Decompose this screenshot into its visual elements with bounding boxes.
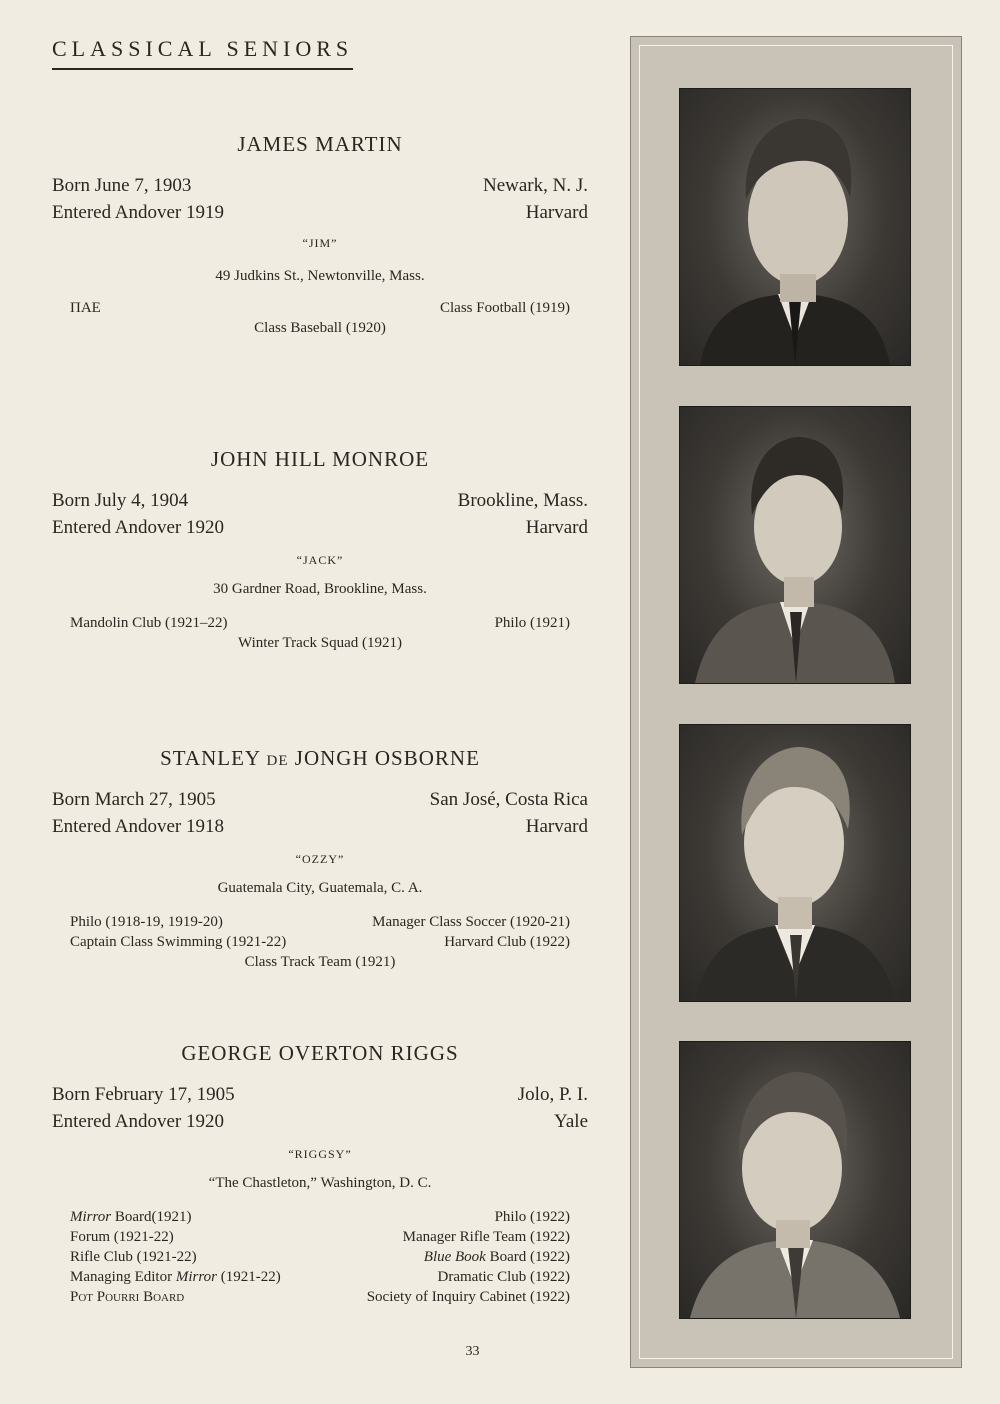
activity: Pot Pourri Board — [70, 1289, 185, 1305]
birth-date: Born June 7, 1903 — [52, 175, 192, 196]
home-address: Guatemala City, Guatemala, C. A. — [217, 880, 423, 896]
portrait-john-hill-monroe — [679, 406, 911, 684]
student-entry-james-martin — [50, 132, 590, 352]
student-name — [50, 746, 590, 771]
activity: Winter Track Squad (1921) — [238, 635, 402, 651]
student-name: JAMES MARTIN — [237, 132, 403, 156]
activity-text: Board (1922) — [485, 1249, 570, 1265]
activity-text: Board(1921) — [111, 1209, 192, 1225]
entered-row — [52, 202, 588, 224]
portrait-image — [680, 1042, 910, 1318]
activities — [70, 1207, 570, 1307]
name-particle: DE — [266, 753, 289, 769]
nickname: “JIM” — [302, 236, 338, 250]
activity: Mandolin Club (1921–22) — [70, 615, 228, 631]
publication-title: Mirror — [175, 1269, 217, 1285]
birth-date: Born March 27, 1905 — [52, 789, 216, 810]
student-entry-george-riggs — [50, 1041, 590, 1321]
student-name: GEORGE OVERTON RIGGS — [181, 1041, 459, 1065]
college: Harvard — [525, 816, 588, 837]
hometown: Brookline, Mass. — [457, 490, 588, 511]
activity: Rifle Club (1921-22) — [70, 1249, 197, 1265]
activity: Class Football (1919) — [440, 300, 570, 316]
born-row — [52, 175, 588, 197]
entered-year: Entered Andover 1920 — [52, 517, 225, 538]
page-title: CLASSICAL SENIORS — [52, 36, 353, 70]
activity: Philo (1918-19, 1919-20) — [70, 914, 223, 930]
nickname: “RIGGSY” — [288, 1147, 352, 1161]
name-last: JONGH OSBORNE — [294, 746, 480, 770]
hometown: Jolo, P. I. — [517, 1084, 588, 1105]
portrait-image — [680, 407, 910, 683]
college: Harvard — [525, 517, 588, 538]
activity: Society of Inquiry Cabinet (1922) — [366, 1289, 570, 1305]
born-row — [52, 490, 588, 512]
portrait-stanley-osborne — [679, 724, 911, 1002]
birth-date: Born February 17, 1905 — [52, 1084, 235, 1105]
hometown: San José, Costa Rica — [429, 789, 588, 810]
home-address: 30 Gardner Road, Brookline, Mass. — [213, 581, 427, 597]
entered-year: Entered Andover 1919 — [52, 202, 225, 223]
hometown: Newark, N. J. — [482, 175, 588, 196]
born-row — [52, 789, 588, 811]
born-row — [52, 1084, 588, 1106]
activity — [424, 1247, 570, 1267]
activity: Harvard Club (1922) — [444, 934, 570, 950]
entered-row — [52, 816, 588, 838]
student-entry-john-hill-monroe — [50, 447, 590, 667]
activity: Class Track Team (1921) — [244, 954, 396, 970]
activity: Captain Class Swimming (1921-22) — [70, 934, 287, 950]
activity: Class Baseball (1920) — [254, 320, 386, 336]
activity: Manager Class Soccer (1920-21) — [372, 914, 570, 930]
college: Harvard — [525, 202, 588, 223]
entered-row — [52, 517, 588, 539]
page-number: 33 — [465, 1344, 480, 1359]
entered-row — [52, 1111, 588, 1133]
activities — [70, 912, 570, 972]
fraternity: ΠΑΕ — [70, 300, 101, 316]
activity: Manager Rifle Team (1922) — [402, 1229, 570, 1245]
student-name: JOHN HILL MONROE — [210, 447, 430, 471]
publication-title: Mirror — [70, 1209, 112, 1225]
activity: Forum (1921-22) — [70, 1229, 174, 1245]
activity: Philo (1922) — [494, 1209, 570, 1225]
nickname: “OZZY” — [295, 852, 345, 866]
activity-text: Managing Editor — [70, 1269, 176, 1285]
activity — [70, 1207, 192, 1227]
activity: Philo (1921) — [494, 615, 570, 631]
publication-title: Blue Book — [423, 1249, 486, 1265]
activity-text: (1921-22) — [216, 1269, 281, 1285]
entered-year: Entered Andover 1918 — [52, 816, 225, 837]
entered-year: Entered Andover 1920 — [52, 1111, 225, 1132]
nickname: “JACK” — [296, 553, 344, 567]
home-address: 49 Judkins St., Newtonville, Mass. — [215, 268, 425, 284]
college: Yale — [554, 1111, 588, 1132]
activities — [70, 298, 570, 338]
portrait-image — [680, 89, 910, 365]
student-entry-stanley-osborne — [50, 746, 590, 986]
photo-strip — [630, 36, 962, 1368]
activity — [70, 1267, 281, 1287]
activity: Dramatic Club (1922) — [437, 1269, 570, 1285]
portrait-george-riggs — [679, 1041, 911, 1319]
name-first: STANLEY — [160, 746, 261, 770]
home-address: “The Chastleton,” Washington, D. C. — [208, 1175, 432, 1191]
birth-date: Born July 4, 1904 — [52, 490, 189, 511]
portrait-james-martin — [679, 88, 911, 366]
portrait-image — [680, 725, 910, 1001]
activities — [70, 613, 570, 653]
